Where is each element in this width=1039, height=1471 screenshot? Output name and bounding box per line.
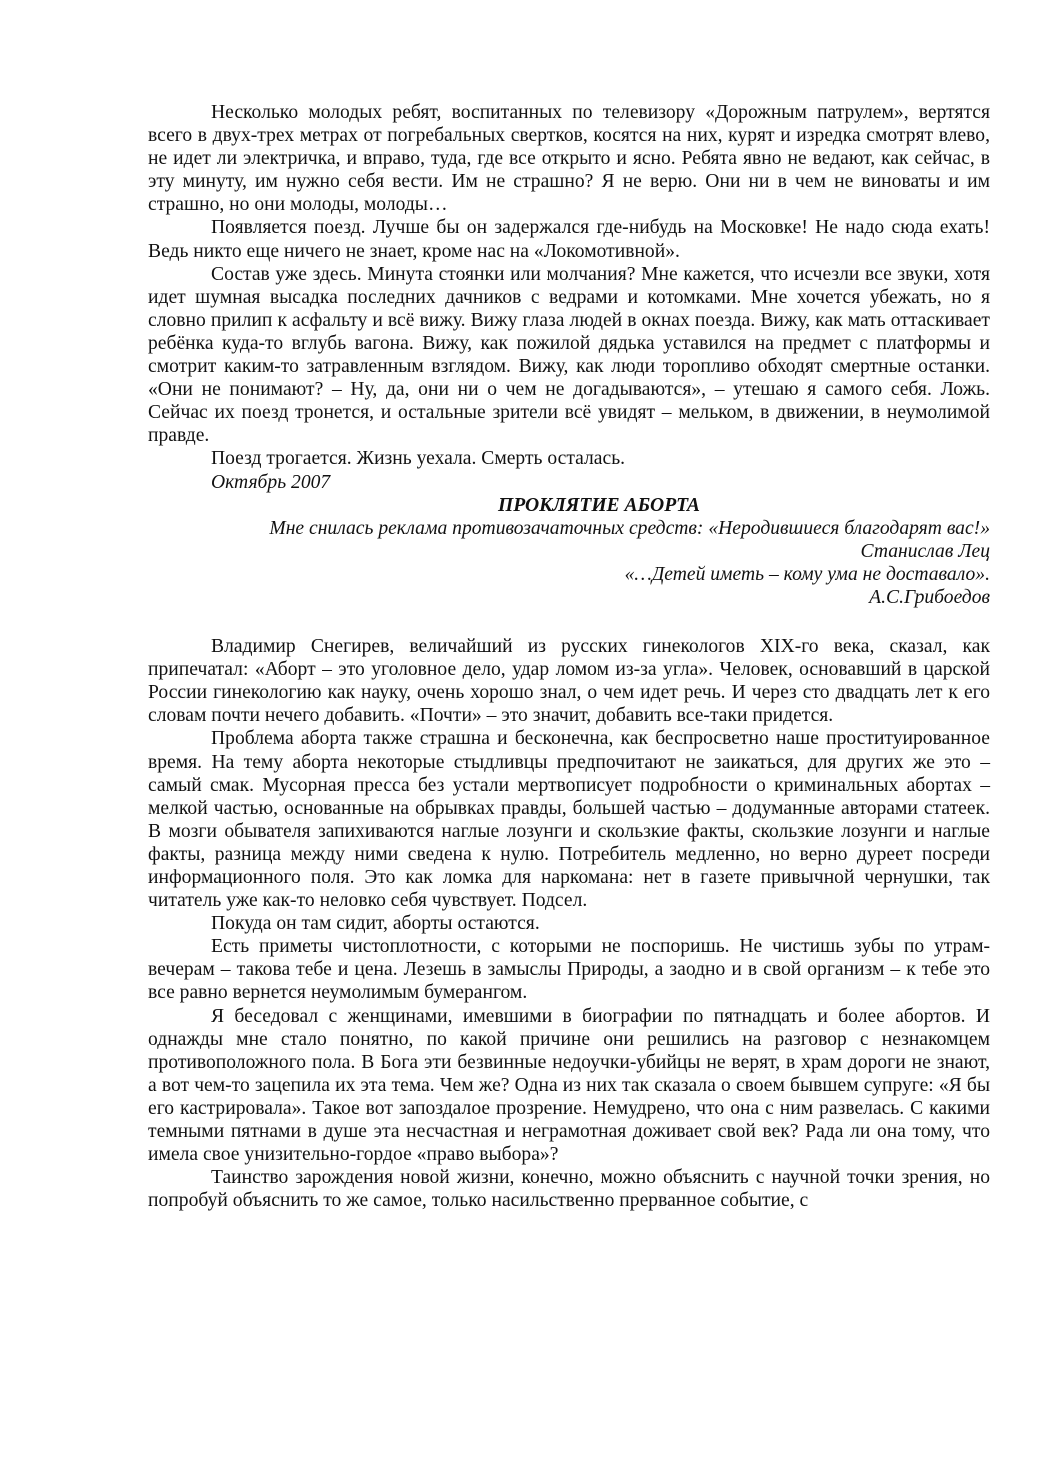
paragraph: Владимир Снегирев, величайший из русских гинекологов XIX-го века, сказал, как припечатал: «Аборт – это уголовное дело, удар ломом из-за угла». Человек, основавший в царской России гинекологию как науку, очень хорошо знал, о чем идет речь. И через сто двадцать лет к его словам почти нечего добавить. «Почти» – это значит, добавить все-таки придется. bbox=[148, 636, 990, 727]
paragraph: Я беседовал с женщинами, имевшими в биографии по пятнадцать и более абортов. И однажды мне стало понятно, по какой причине они решились на разговор с незнакомцем противоположного пола. В Бога эти безвинные недоучки-убийцы не верят, в храм дороги не знают, а вот чем-то зацепила их эта тема. Чем же? Одна из них так сказала о своем бывшем супруге: «Я бы его кастрировала». Такое вот запоздалое прозрение. Немудрено, что она с ним развелась. С какими темными пятнами в душе эта несчастная и неграмотная доживает свой век? Рада ли она тому, что имела свое унизительно-гордое «право выбора»? bbox=[148, 1005, 990, 1166]
date-line: Октябрь 2007 bbox=[211, 471, 331, 493]
paragraph: Состав уже здесь. Минута стоянки или молчания? Мне кажется, что исчезли все звуки, хотя идет шумная высадка последних дачников с ведрами и котомками. Мне хочется убежать, но я словно прилип к асфальту и всё вижу. Вижу глаза людей в окнах поезда. Вижу, как мать оттаскивает ребёнка куда-то вглубь вагона. Вижу, как пожилой дядька уставился на предмет с платформы и смотрит каким-то затравленным взглядом. Вижу, как люди торопливо обходят смертные останки. «Они не понимают? – Ну, да, они ни о чем не догадываются», – утешаю я самого себя. Ложь. Сейчас их поезд тронется, и остальные зрители всё увидят – мельком, в движении, в неумолимой правде. bbox=[148, 263, 990, 447]
paragraph: Несколько молодых ребят, воспитанных по телевизору «Дорожным патрулем», вертятся всего в двух-трех метрах от погребальных свертков, косятся на них, курят и изредка смотрят влево, не идет ли электричка, и вправо, туда, где все открыто и ясно. Ребята явно не ведают, как сейчас, в эту минуту, им нужно себя вести. Им не страшно? Я не верю. Они ни в чем не виноваты и им страшно, но они молоды, молоды… bbox=[148, 102, 990, 216]
section-title: ПРОКЛЯТИЕ АБОРТА bbox=[498, 494, 700, 516]
epigraph-text: «…Детей иметь – кому ума не доставало». bbox=[624, 563, 990, 585]
paragraph: Покуда он там сидит, аборты остаются. bbox=[211, 913, 540, 935]
spacer bbox=[148, 609, 990, 635]
paragraph: Проблема аборта также страшна и бесконечна, как беспросветно наше проституированное время. На тему аборта некоторые стыдливцы предпочитают не заикаться, для других же это – самый смак. Мусорная пресса без устали мертвописует подробности о криминальных абортах – мелкой частью, основанные на обрывках правды, большей частью – додуманные авторами статеек. В мозги обывателя запихиваются наглые лозунги и скользкие факты, скользкие лозунги и наглые факты, разница между ними сведена к нулю. Потребитель медленно, но верно дуреет посреди информационного поля. Это как ломка для наркомана: нет в газете привычной чернушки, так читатель уже как-то неловко себя чувствует. Подсел. bbox=[148, 728, 990, 912]
paragraph: Поезд трогается. Жизнь уехала. Смерть осталась. bbox=[211, 448, 626, 470]
epigraph-author: Станислав Лец bbox=[860, 540, 990, 562]
paragraph: Таинство зарождения новой жизни, конечно, можно объяснить с научной точки зрения, но попробуй объяснить то же самое, только насильственно прерванное событие, с bbox=[148, 1167, 990, 1212]
paragraph: Есть приметы чистоплотности, с которыми не поспоришь. Не чистишь зубы по утрам-вечерам – такова тебе и цена. Лезешь в замыслы Природы, а заодно и в свой организм – к тебе это все равно вернется неумолимым бумерангом. bbox=[148, 936, 990, 1004]
epigraph-text: Мне снилась реклама противозачаточных средств: «Неродившиеся благодарят вас!» bbox=[269, 517, 990, 539]
epigraph-author: А.С.Грибоедов bbox=[869, 586, 990, 608]
document-page bbox=[148, 101, 990, 1212]
paragraph: Появляется поезд. Лучше бы он задержался где-нибудь на Московке! Не надо сюда ехать! Ведь никто еще ничего не знает, кроме нас на «Локомотивной». bbox=[148, 217, 990, 262]
